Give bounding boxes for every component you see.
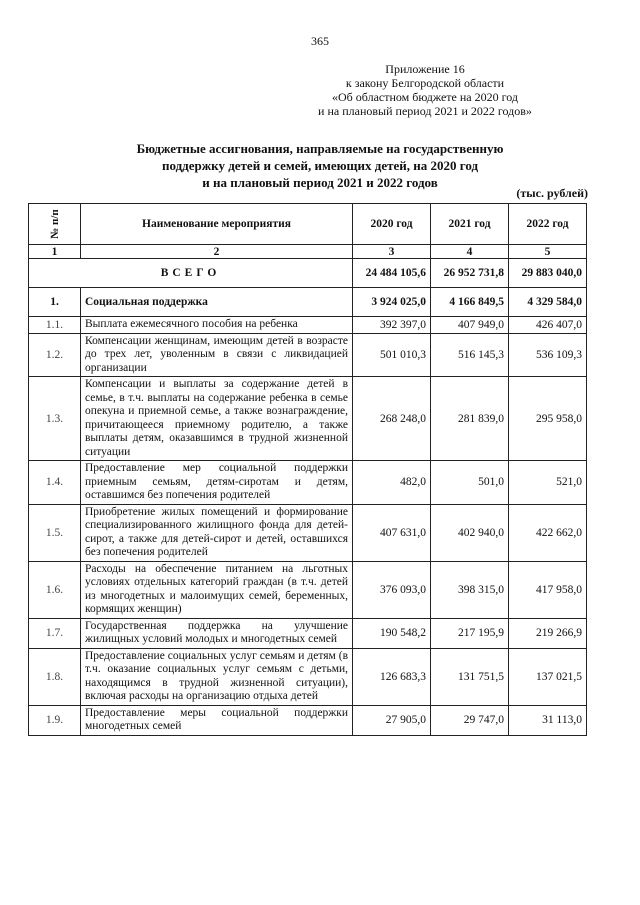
row-2020: 501 010,3: [353, 333, 431, 377]
row-2022: 137 021,5: [509, 648, 587, 705]
budget-table: [28, 203, 587, 736]
row-2022: 521,0: [509, 461, 587, 505]
row-2020: 268 248,0: [353, 377, 431, 461]
row-2021: 131 751,5: [431, 648, 509, 705]
total-2020: 24 484 105,6: [353, 259, 431, 288]
row-name: Предоставление меры социальной поддержки многодетных семей: [81, 705, 353, 735]
row-name: Компенсации и выплаты за содержание детей в семье, в т.ч. выплаты на содержание ребенка в семье опекуна и приемной семье, а также вознаграждение, причитающееся приемному родителю, а также выплаты детям, оказавшимся в трудной жизненной ситуации: [81, 377, 353, 461]
header-2022: 2022 год: [509, 204, 587, 245]
table-row: [29, 705, 587, 735]
row-2022: 536 109,3: [509, 333, 587, 377]
header-2020: 2020 год: [353, 204, 431, 245]
units-label: (тыс. рублей): [516, 186, 588, 200]
row-num: 1.7.: [29, 618, 81, 648]
document-title: [90, 140, 550, 191]
column-index: 5: [509, 245, 587, 259]
header-num-text: № п/п: [48, 209, 61, 239]
total-2021: 26 952 731,8: [431, 259, 509, 288]
row-name: Государственная поддержка на улучшение жилищных условий молодых и многодетных семей: [81, 618, 353, 648]
total-row: [29, 259, 587, 288]
section-2021: 4 166 849,5: [431, 288, 509, 317]
appendix-line: и на плановый период 2021 и 2022 годов»: [318, 104, 532, 118]
row-2021: 217 195,9: [431, 618, 509, 648]
section-num: 1.: [29, 288, 81, 317]
row-num: 1.5.: [29, 504, 81, 561]
table-row: [29, 461, 587, 505]
row-2021: 516 145,3: [431, 333, 509, 377]
header-name: Наименование мероприятия: [81, 204, 353, 245]
column-index: 2: [81, 245, 353, 259]
row-2020: 392 397,0: [353, 317, 431, 334]
header-num: [29, 204, 81, 245]
appendix-block: [300, 62, 550, 118]
row-2020: 407 631,0: [353, 504, 431, 561]
row-num: 1.4.: [29, 461, 81, 505]
column-index: 3: [353, 245, 431, 259]
appendix-line: к закону Белгородской области: [345, 76, 505, 90]
row-2022: 417 958,0: [509, 561, 587, 618]
row-name: Предоставление социальных услуг семьям и детям (в т.ч. оказание социальных услуг семьям с детьми, находящимся в трудной жизненной ситуации), включая расходы на организацию отдыха детей: [81, 648, 353, 705]
row-2020: 190 548,2: [353, 618, 431, 648]
row-num: 1.3.: [29, 377, 81, 461]
row-2022: 31 113,0: [509, 705, 587, 735]
title-line: и на плановый период 2021 и 2022 годов: [202, 175, 438, 190]
column-index: 4: [431, 245, 509, 259]
row-num: 1.1.: [29, 317, 81, 334]
row-2021: 29 747,0: [431, 705, 509, 735]
table-row: [29, 648, 587, 705]
total-label: ВСЕГО: [29, 259, 353, 288]
row-2021: 402 940,0: [431, 504, 509, 561]
header-2021: 2021 год: [431, 204, 509, 245]
row-num: 1.6.: [29, 561, 81, 618]
row-2022: 219 266,9: [509, 618, 587, 648]
table-row: [29, 317, 587, 334]
row-num: 1.2.: [29, 333, 81, 377]
table-row: [29, 618, 587, 648]
column-index-row: [29, 245, 587, 259]
row-2022: 426 407,0: [509, 317, 587, 334]
section-2020: 3 924 025,0: [353, 288, 431, 317]
row-2022: 422 662,0: [509, 504, 587, 561]
row-2020: 376 093,0: [353, 561, 431, 618]
table-row: [29, 561, 587, 618]
title-line: Бюджетные ассигнования, направляемые на государственную: [136, 141, 504, 156]
column-index: 1: [29, 245, 81, 259]
row-2020: 27 905,0: [353, 705, 431, 735]
row-name: Предоставление мер социальной поддержки приемным семьям, детям-сиротам и детям, оставшимся без попечения родителей: [81, 461, 353, 505]
row-2020: 482,0: [353, 461, 431, 505]
section-row: [29, 288, 587, 317]
section-name: Социальная поддержка: [81, 288, 353, 317]
page-number: 365: [311, 34, 329, 48]
total-2022: 29 883 040,0: [509, 259, 587, 288]
row-2022: 295 958,0: [509, 377, 587, 461]
row-name: Расходы на обеспечение питанием на льготных условиях отдельных категорий граждан (в т.ч. детей из многодетных и малоимущих семей, беременных, кормящих женщин): [81, 561, 353, 618]
table-row: [29, 504, 587, 561]
row-name: Выплата ежемесячного пособия на ребенка: [81, 317, 353, 334]
row-2021: 398 315,0: [431, 561, 509, 618]
title-line: поддержку детей и семей, имеющих детей, на 2020 год: [161, 158, 479, 173]
row-2020: 126 683,3: [353, 648, 431, 705]
row-num: 1.9.: [29, 705, 81, 735]
row-2021: 407 949,0: [431, 317, 509, 334]
row-name: Приобретение жилых помещений и формирование специализированного жилищного фонда для детей-сирот, а также для детей-сирот и детей, оставшихся без попечения родителей: [81, 504, 353, 561]
appendix-line: Приложение 16: [385, 62, 465, 76]
table-header-row: [29, 204, 587, 245]
appendix-line: «Об областном бюджете на 2020 год: [332, 90, 518, 104]
section-2022: 4 329 584,0: [509, 288, 587, 317]
row-2021: 501,0: [431, 461, 509, 505]
table-row: [29, 377, 587, 461]
table-row: [29, 333, 587, 377]
row-num: 1.8.: [29, 648, 81, 705]
row-2021: 281 839,0: [431, 377, 509, 461]
row-name: Компенсации женщинам, имеющим детей в возрасте до трех лет, уволенным в связи с ликвидацией организации: [81, 333, 353, 377]
